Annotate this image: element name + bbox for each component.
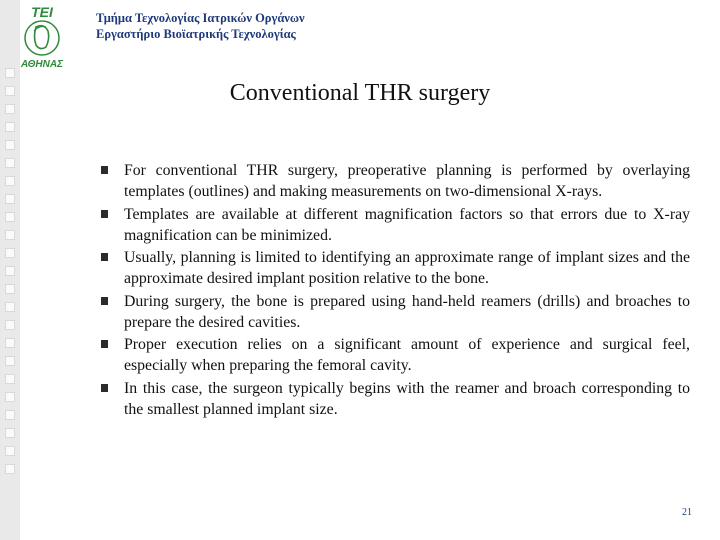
strip-square <box>5 410 15 420</box>
square-bullet-icon <box>101 384 108 392</box>
strip-square <box>5 356 15 366</box>
bullet-text: In this case, the surgeon typically begins with the reamer and broach corresponding to the smallest planned implant size. <box>124 379 690 418</box>
tei-athens-logo <box>6 5 78 69</box>
bullet-text: Usually, planning is limited to identifying an approximate range of implant sizes and the approximate desired implant position relative to the bone. <box>124 249 690 287</box>
strip-square <box>5 158 15 168</box>
header-line-department: Τμήμα Τεχνολογίας Ιατρικών Οργάνων <box>96 11 305 25</box>
strip-square <box>5 194 15 204</box>
logo-top-text: ΤΕΙ <box>31 5 53 20</box>
bullet-text: During surgery, the bone is prepared using hand-held reamers (drills) and broaches to prepare the desired cavities. <box>124 292 690 331</box>
header-line-lab: Εργαστήριο Βιοϊατρικής Τεχνολογίας <box>96 27 296 41</box>
bullet-text: Proper execution relies on a significant amount of experience and surgical feel, especially when preparing the femoral cavity. <box>124 336 690 374</box>
strip-square <box>5 176 15 186</box>
bullet-item <box>100 247 690 289</box>
bullet-item <box>100 334 690 376</box>
slide-title: Conventional THR surgery <box>229 80 491 106</box>
strip-square <box>5 338 15 348</box>
strip-square <box>5 302 15 312</box>
strip-square <box>5 464 15 474</box>
square-bullet-icon <box>101 297 108 305</box>
logo-bottom-text: ΑΘΗΝΑΣ <box>21 59 63 69</box>
bullet-item <box>100 378 690 420</box>
square-bullet-icon <box>101 210 108 218</box>
strip-square <box>5 266 15 276</box>
bullet-item <box>100 160 690 202</box>
strip-square <box>5 212 15 222</box>
square-bullet-icon <box>101 166 108 174</box>
bullet-list <box>100 160 690 421</box>
strip-square <box>5 122 15 132</box>
bullet-text: Templates are available at different magnification factors so that errors due to X-ray magnification can be minimized. <box>124 205 690 244</box>
page-number: 21 <box>682 507 692 518</box>
strip-square <box>5 320 15 330</box>
square-bullet-icon <box>101 340 108 348</box>
strip-square <box>5 374 15 384</box>
strip-square <box>5 68 15 78</box>
strip-square <box>5 284 15 294</box>
strip-square <box>5 428 15 438</box>
strip-square <box>5 230 15 240</box>
strip-square <box>5 446 15 456</box>
strip-square <box>5 392 15 402</box>
strip-square <box>5 248 15 258</box>
institution-header <box>96 10 305 42</box>
bullet-item <box>100 204 690 246</box>
bullet-item <box>100 291 690 333</box>
square-bullet-icon <box>101 253 108 261</box>
strip-square <box>5 140 15 150</box>
bullet-text: For conventional THR surgery, preoperative planning is performed by overlaying templates (outlines) and making measurements on two-dimensional X-rays. <box>124 162 690 200</box>
